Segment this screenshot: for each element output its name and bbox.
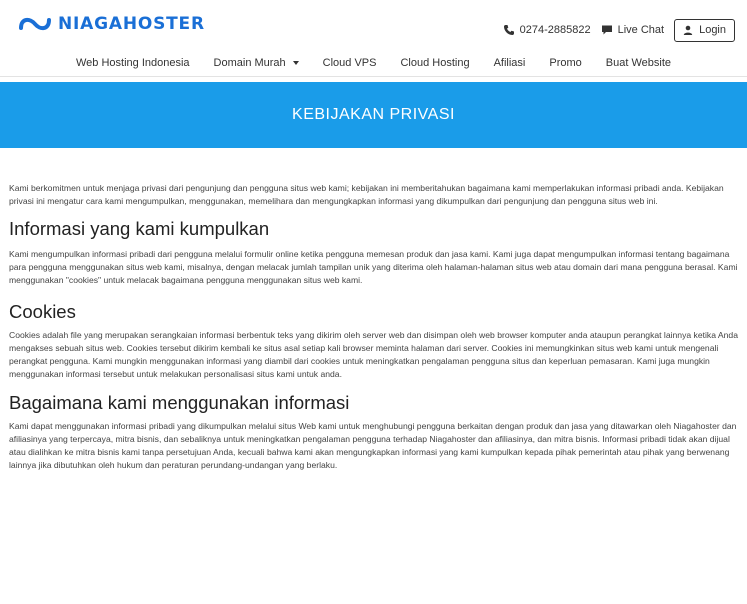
- section-body-penggunaan: Kami dapat menggunakan informasi pribadi yang dikumpulkan melalui situs Web kami untuk menghubungi pengguna berkaitan dengan produk dan jasa yang ditawarkan oleh Niagahoster dan afiliasinya yang terpercaya, mitra bisnis, dan sebaliknya untuk meningkatkan pengalaman pengguna terhadap Niagahoster dan afiliasinya, dan mitra bisnis. Informasi pribadi tidak akan dijual atau dialihkan ke mitra bisnis kami tanpa persetujuan Anda, kecuali bahwa kami akan mengungkapkan informasi yang kami kumpulkan kepada pihak pemerintah atau pihak yang berwenang lainnya jika dibutuhkan oleh hukum dan peraturan perundang-undangan yang berlaku.: [9, 421, 737, 470]
- chevron-down-icon: [293, 61, 299, 65]
- nav-item-cloud-hosting[interactable]: [400, 57, 469, 69]
- login-button[interactable]: [674, 19, 735, 42]
- section-heading-informasi: Informasi yang kami kumpulkan: [9, 218, 270, 239]
- phone-icon: [503, 24, 515, 36]
- privacy-content: [9, 182, 741, 472]
- nav-divider: [0, 76, 747, 77]
- nav-item-promo[interactable]: [549, 57, 581, 69]
- section-heading-penggunaan: Bagaimana kami menggunakan informasi: [9, 392, 350, 413]
- nav-item-cloud-vps[interactable]: [323, 57, 377, 69]
- live-chat-label: Live Chat: [617, 24, 665, 36]
- hero-banner: [0, 82, 747, 148]
- niagahoster-logo-icon: [18, 14, 52, 34]
- top-header: [0, 0, 747, 44]
- section-heading-cookies: Cookies: [9, 301, 76, 322]
- nav-item-label: Buat Website: [605, 57, 672, 69]
- phone-link[interactable]: [503, 24, 591, 36]
- nav-item-afiliasi[interactable]: [494, 57, 526, 69]
- nav-item-web-hosting[interactable]: [76, 57, 190, 69]
- nav-item-label: Web Hosting Indonesia: [75, 57, 190, 69]
- section-body-cookies: Cookies adalah file yang merupakan serangkaian informasi berbentuk teks yang dikirim oleh server web dan disimpan oleh web browser komputer anda ataupun perangkat lainnya ketika Anda mengakses sebuah situs web. Cookies tersebut dikirim kembali ke situs asal setiap kali browser meminta halaman dari server. Cookies ini memungkinkan situs web kami untuk mengenali perangkat pengguna. Kami mungkin menggunakan informasi yang diambil dari cookies untuk meningkatkan pengalaman pengguna situs dan keperluan pemasaran. Kami juga mungkin menggunakan informasi tersebut untuk melakukan personalisasi situs kami untuk anda.: [9, 330, 738, 379]
- nav-item-label: Afiliasi: [493, 57, 526, 69]
- brand-logo[interactable]: [18, 14, 205, 34]
- contact-area: [503, 17, 735, 43]
- section-body-informasi: Kami mengumpulkan informasi pribadi dari pengguna melalui formulir online ketika pengguna memesan produk dan jasa kami. Kami juga dapat mengumpulkan informasi tentang bagaimana para pengguna menggunakan situs web kami, misalnya, dengan melacak jumlah tampilan unik yang diterima oleh halaman-halaman situs web atau domain dari mana pengguna berasal. Kami menggunakan "cookies" untuk melacak bagaimana pengguna menggunakan situs web kami.: [9, 249, 738, 285]
- page-title: KEBIJAKAN PRIVASI: [292, 106, 455, 123]
- nav-item-domain[interactable]: [214, 57, 299, 69]
- main-nav: [0, 52, 747, 74]
- nav-item-label: Cloud VPS: [322, 57, 377, 69]
- nav-item-label: Cloud Hosting: [400, 57, 470, 69]
- user-icon: [683, 25, 693, 35]
- nav-item-label: Promo: [549, 57, 582, 69]
- nav-item-buat-website[interactable]: [606, 57, 671, 69]
- live-chat-link[interactable]: [601, 24, 664, 36]
- brand-name: NIAGAHOSTER: [58, 14, 205, 34]
- phone-number: 0274-2885822: [519, 24, 591, 36]
- nav-item-label: Domain Murah: [213, 57, 286, 69]
- intro-paragraph: Kami berkomitmen untuk menjaga privasi dari pengunjung dan pengguna situs web kami; kebijakan ini memberitahukan bagaimana kami memperlakukan informasi pribadi anda. Kebijakan privasi ini mengatur cara kami mengumpulkan, menggunakan, memelihara dan mengungkapkan informasi yang dikumpulkan dari pengunjung dan pengguna situs web ini.: [9, 183, 724, 206]
- login-label: Login: [699, 24, 726, 36]
- chat-icon: [601, 24, 613, 36]
